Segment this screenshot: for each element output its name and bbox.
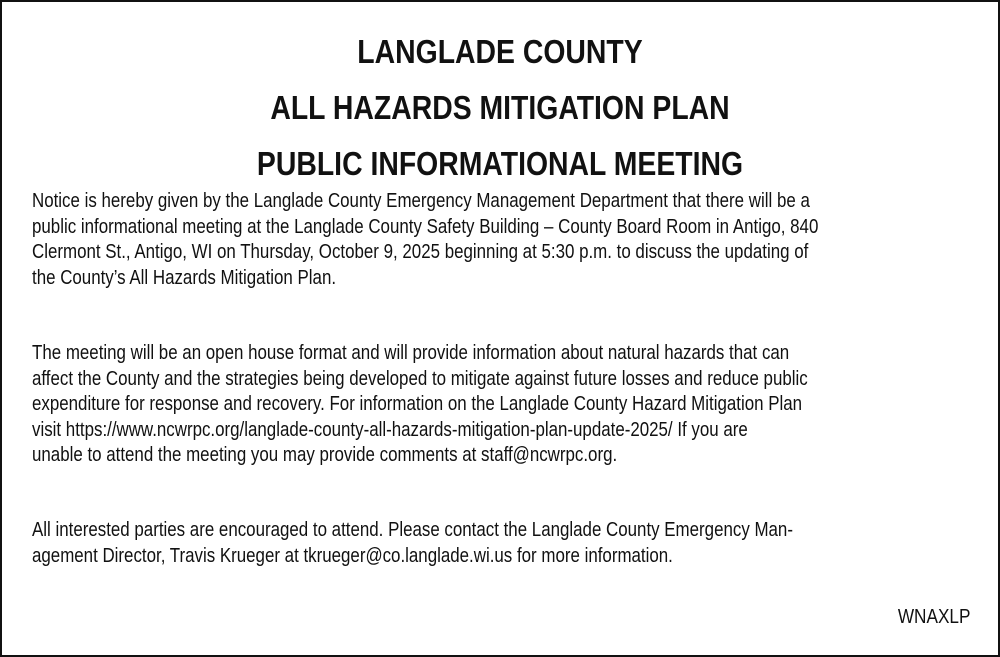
publication-code: WNAXLP — [897, 606, 970, 628]
paragraph-line: Notice is hereby given by the Langlade County Emergency Management Department that there will be a — [32, 190, 810, 212]
paragraph-line: All interested parties are encouraged to attend. Please contact the Langlade County Emergency Man- — [32, 519, 793, 541]
paragraph-line: affect the County and the strategies being developed to mitigate against future losses and reduce public — [32, 367, 808, 390]
paragraph-line: visit https://www.ncwrpc.org/langlade-county-all-hazards-mitigation-plan-update-2025/ If you are — [32, 418, 748, 441]
paragraph-line: Clermont St., Antigo, WI on Thursday, October 9, 2025 beginning at 5:30 p.m. to discuss the updating of — [32, 241, 809, 263]
paragraph-contact — [32, 518, 962, 569]
paragraph-notice — [32, 189, 962, 291]
paragraph-line: The meeting will be an open house format and will provide information about natural hazards that can — [32, 342, 790, 364]
paragraph-line: unable to attend the meeting you may provide comments at staff@ncwrpc.org. — [32, 444, 618, 466]
heading-plan: ALL HAZARDS MITIGATION PLAN — [270, 89, 730, 126]
heading-meeting: PUBLIC INFORMATIONAL MEETING — [256, 145, 744, 182]
paragraph-line: public informational meeting at the Langlade County Safety Building – County Board Room in Antigo, 840 — [32, 215, 819, 238]
paragraph-line: agement Director, Travis Krueger at tkrueger@co.langlade.wi.us for more information. — [32, 544, 673, 567]
paragraph-line: expenditure for response and recovery. For information on the Langlade County Hazard Mitigation Plan — [32, 393, 803, 415]
heading-county: LANGLADE COUNTY — [357, 33, 643, 70]
paragraph-meeting-format — [32, 341, 962, 469]
paragraph-line: the County’s All Hazards Mitigation Plan. — [32, 266, 337, 289]
